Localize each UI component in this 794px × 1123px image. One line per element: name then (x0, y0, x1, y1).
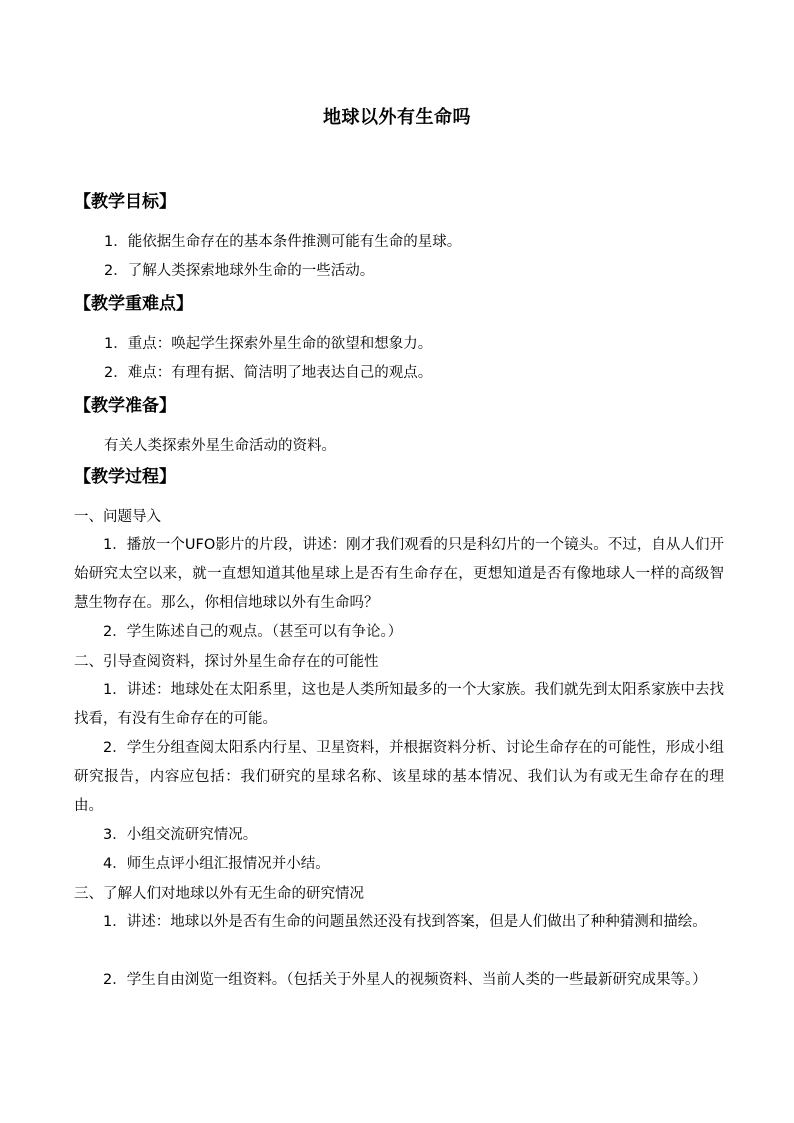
objective-item: 2．了解人类探索地球外生命的一些活动。 (104, 263, 375, 279)
process-paragraph: 2．学生陈述自己的观点。（甚至可以有争论。） (103, 624, 403, 640)
process-part-title: 三、了解人们对地球以外有无生命的研究情况 (74, 886, 364, 902)
process-paragraph: 3．小组交流研究情况。 (103, 827, 258, 843)
process-part-title: 二、引导查阅资料，探讨外星生命存在的可能性 (74, 654, 379, 670)
process-paragraph: 4．师生点评小组汇报情况并小结。 (103, 856, 330, 872)
section-heading-key-points: 【教学重难点】 (74, 294, 193, 314)
preparation-item: 有关人类探索外星生命活动的资料。 (104, 438, 336, 454)
process-paragraph: 1．讲述：地球以外是否有生命的问题虽然还没有找到答案，但是人们做出了种种猜测和描绘。 (103, 914, 707, 930)
process-part-title: 一、问题导入 (74, 509, 161, 525)
process-paragraph: 2．学生分组查阅太阳系内行星、卫星资料，并根据资料分析、讨论生命存在的可能性，形成小组研究报告，内容应包括：我们研究的星球名称、该星球的基本情况、我们认为有或无生命存在的理由。 (74, 740, 724, 814)
process-paragraph: 1．讲述：地球处在太阳系里，这也是人类所知最多的一个大家族。我们就先到太阳系家族中去找找看，有没有生命存在的可能。 (74, 682, 724, 727)
key-point-item: 1．重点：唤起学生探索外星生命的欲望和想象力。 (104, 336, 433, 352)
section-heading-process: 【教学过程】 (74, 467, 176, 487)
process-paragraph: 2．学生自由浏览一组资料。（包括关于外星人的视频资料、当前人类的一些最新研究成果等。） (103, 972, 707, 988)
key-point-item: 2．难点：有理有据、简洁明了地表达自己的观点。 (104, 365, 433, 381)
process-paragraph: 1．播放一个UFO影片的片段，讲述：刚才我们观看的只是科幻片的一个镜头。不过，自从人们开始研究太空以来，就一直想知道其他星球上是否有生命存在，更想知道是否有像地球人一样的高级智慧生物存在。那么，你相信地球以外有生命吗？ (74, 537, 724, 611)
section-heading-objectives: 【教学目标】 (74, 192, 176, 212)
document-title: 地球以外有生命吗 (323, 107, 471, 128)
section-heading-preparation: 【教学准备】 (74, 396, 176, 416)
objective-item: 1．能依据生命存在的基本条件推测可能有生命的星球。 (104, 234, 462, 250)
